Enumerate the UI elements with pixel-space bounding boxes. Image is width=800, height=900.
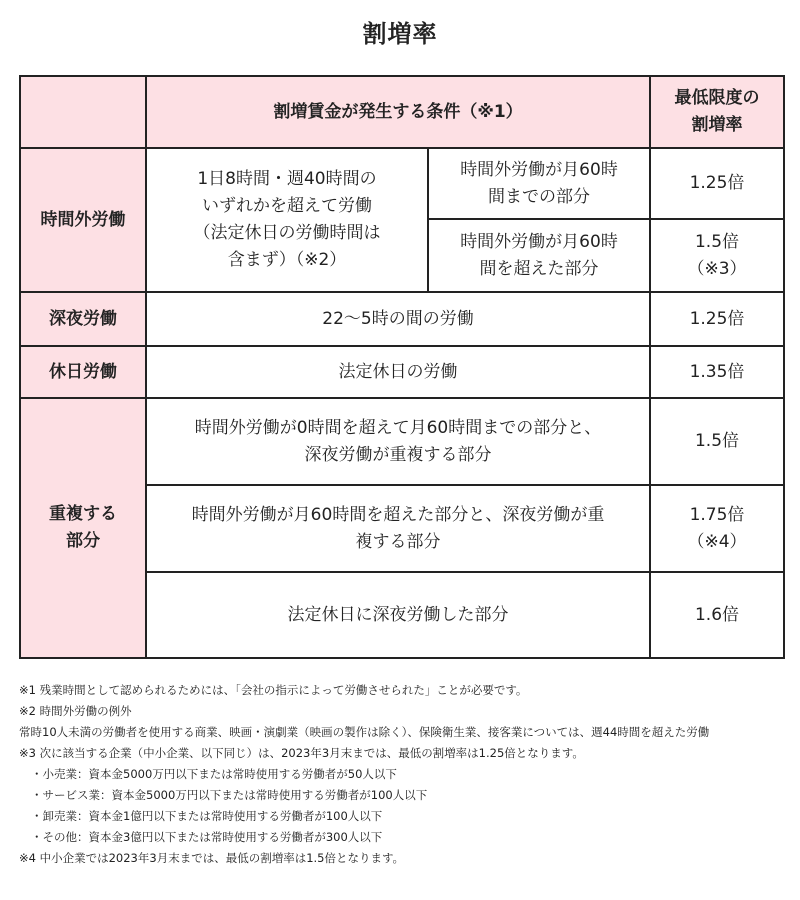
overtime-rate1: 1.25倍 — [650, 148, 784, 219]
overlap-label: 重複する 部分 — [20, 398, 146, 658]
footnote-3-wholesale: ・卸売業：資本金1億円以下または常時使用する労働者が100人以下 — [31, 809, 383, 823]
premium-rate-table — [19, 75, 785, 659]
page-title: 割増率 — [362, 20, 438, 48]
footnote-2: ※2 時間外労働の例外 — [19, 704, 132, 718]
overtime-sub1: 時間外労働が月60時 間までの部分 — [428, 148, 650, 219]
table-row — [20, 292, 784, 346]
overlap-rate-3: 1.6倍 — [650, 572, 784, 658]
header-blank-cell — [20, 76, 146, 148]
night-label: 深夜労働 — [20, 292, 146, 346]
footnote-3-other: ・その他：資本金3億円以下または常時使用する労働者が300人以下 — [31, 830, 383, 844]
table-row — [20, 148, 784, 219]
overtime-rate2: 1.5倍 （※3） — [650, 219, 784, 292]
footnote-3-service: ・サービス業：資本金5000万円以下または常時使用する労働者が100人以下 — [31, 788, 428, 802]
table-row — [20, 398, 784, 485]
overtime-condition: 1日8時間・週40時間の いずれかを超えて労働 （法定休日の労働時間は 含まず）（※2） — [146, 148, 428, 292]
header-rate-cell: 最低限度の 割増率 — [650, 76, 784, 148]
table-header-row — [20, 76, 784, 148]
night-condition: 22〜5時の間の労働 — [146, 292, 650, 346]
overlap-condition-2: 時間外労働が月60時間を超えた部分と、深夜労働が重 複する部分 — [146, 485, 650, 572]
footnote-2-detail: 常時10人未満の労働者を使用する商業、映画・演劇業（映画の製作は除く）、保険衛生業、接客業については、週44時間を超えた労働 — [19, 725, 710, 739]
holiday-label: 休日労働 — [20, 346, 146, 398]
footnote-1: ※1 残業時間として認められるためには、「会社の指示によって労働させられた」ことが必要です。 — [19, 683, 528, 697]
overlap-rate-1: 1.5倍 — [650, 398, 784, 485]
overlap-condition-3: 法定休日に深夜労働した部分 — [146, 572, 650, 658]
night-rate: 1.25倍 — [650, 292, 784, 346]
header-condition-cell: 割増賃金が発生する条件（※1） — [146, 76, 650, 148]
holiday-condition: 法定休日の労働 — [146, 346, 650, 398]
footnote-4: ※4 中小企業では2023年3月末までは、最低の割増率は1.5倍となります。 — [19, 851, 405, 865]
overlap-condition-1: 時間外労働が0時間を超えて月60時間までの部分と、 深夜労働が重複する部分 — [146, 398, 650, 485]
footnote-3-retail: ・小売業：資本金5000万円以下または常時使用する労働者が50人以下 — [31, 767, 397, 781]
overtime-sub2: 時間外労働が月60時 間を超えた部分 — [428, 219, 650, 292]
overlap-rate-2: 1.75倍 （※4） — [650, 485, 784, 572]
footnote-3: ※3 次に該当する企業（中小企業、以下同じ）は、2023年3月末までは、最低の割増率は1.25倍となります。 — [19, 746, 584, 760]
holiday-rate: 1.35倍 — [650, 346, 784, 398]
table-row — [20, 346, 784, 398]
overtime-label: 時間外労働 — [20, 148, 146, 292]
footnotes — [19, 680, 784, 869]
